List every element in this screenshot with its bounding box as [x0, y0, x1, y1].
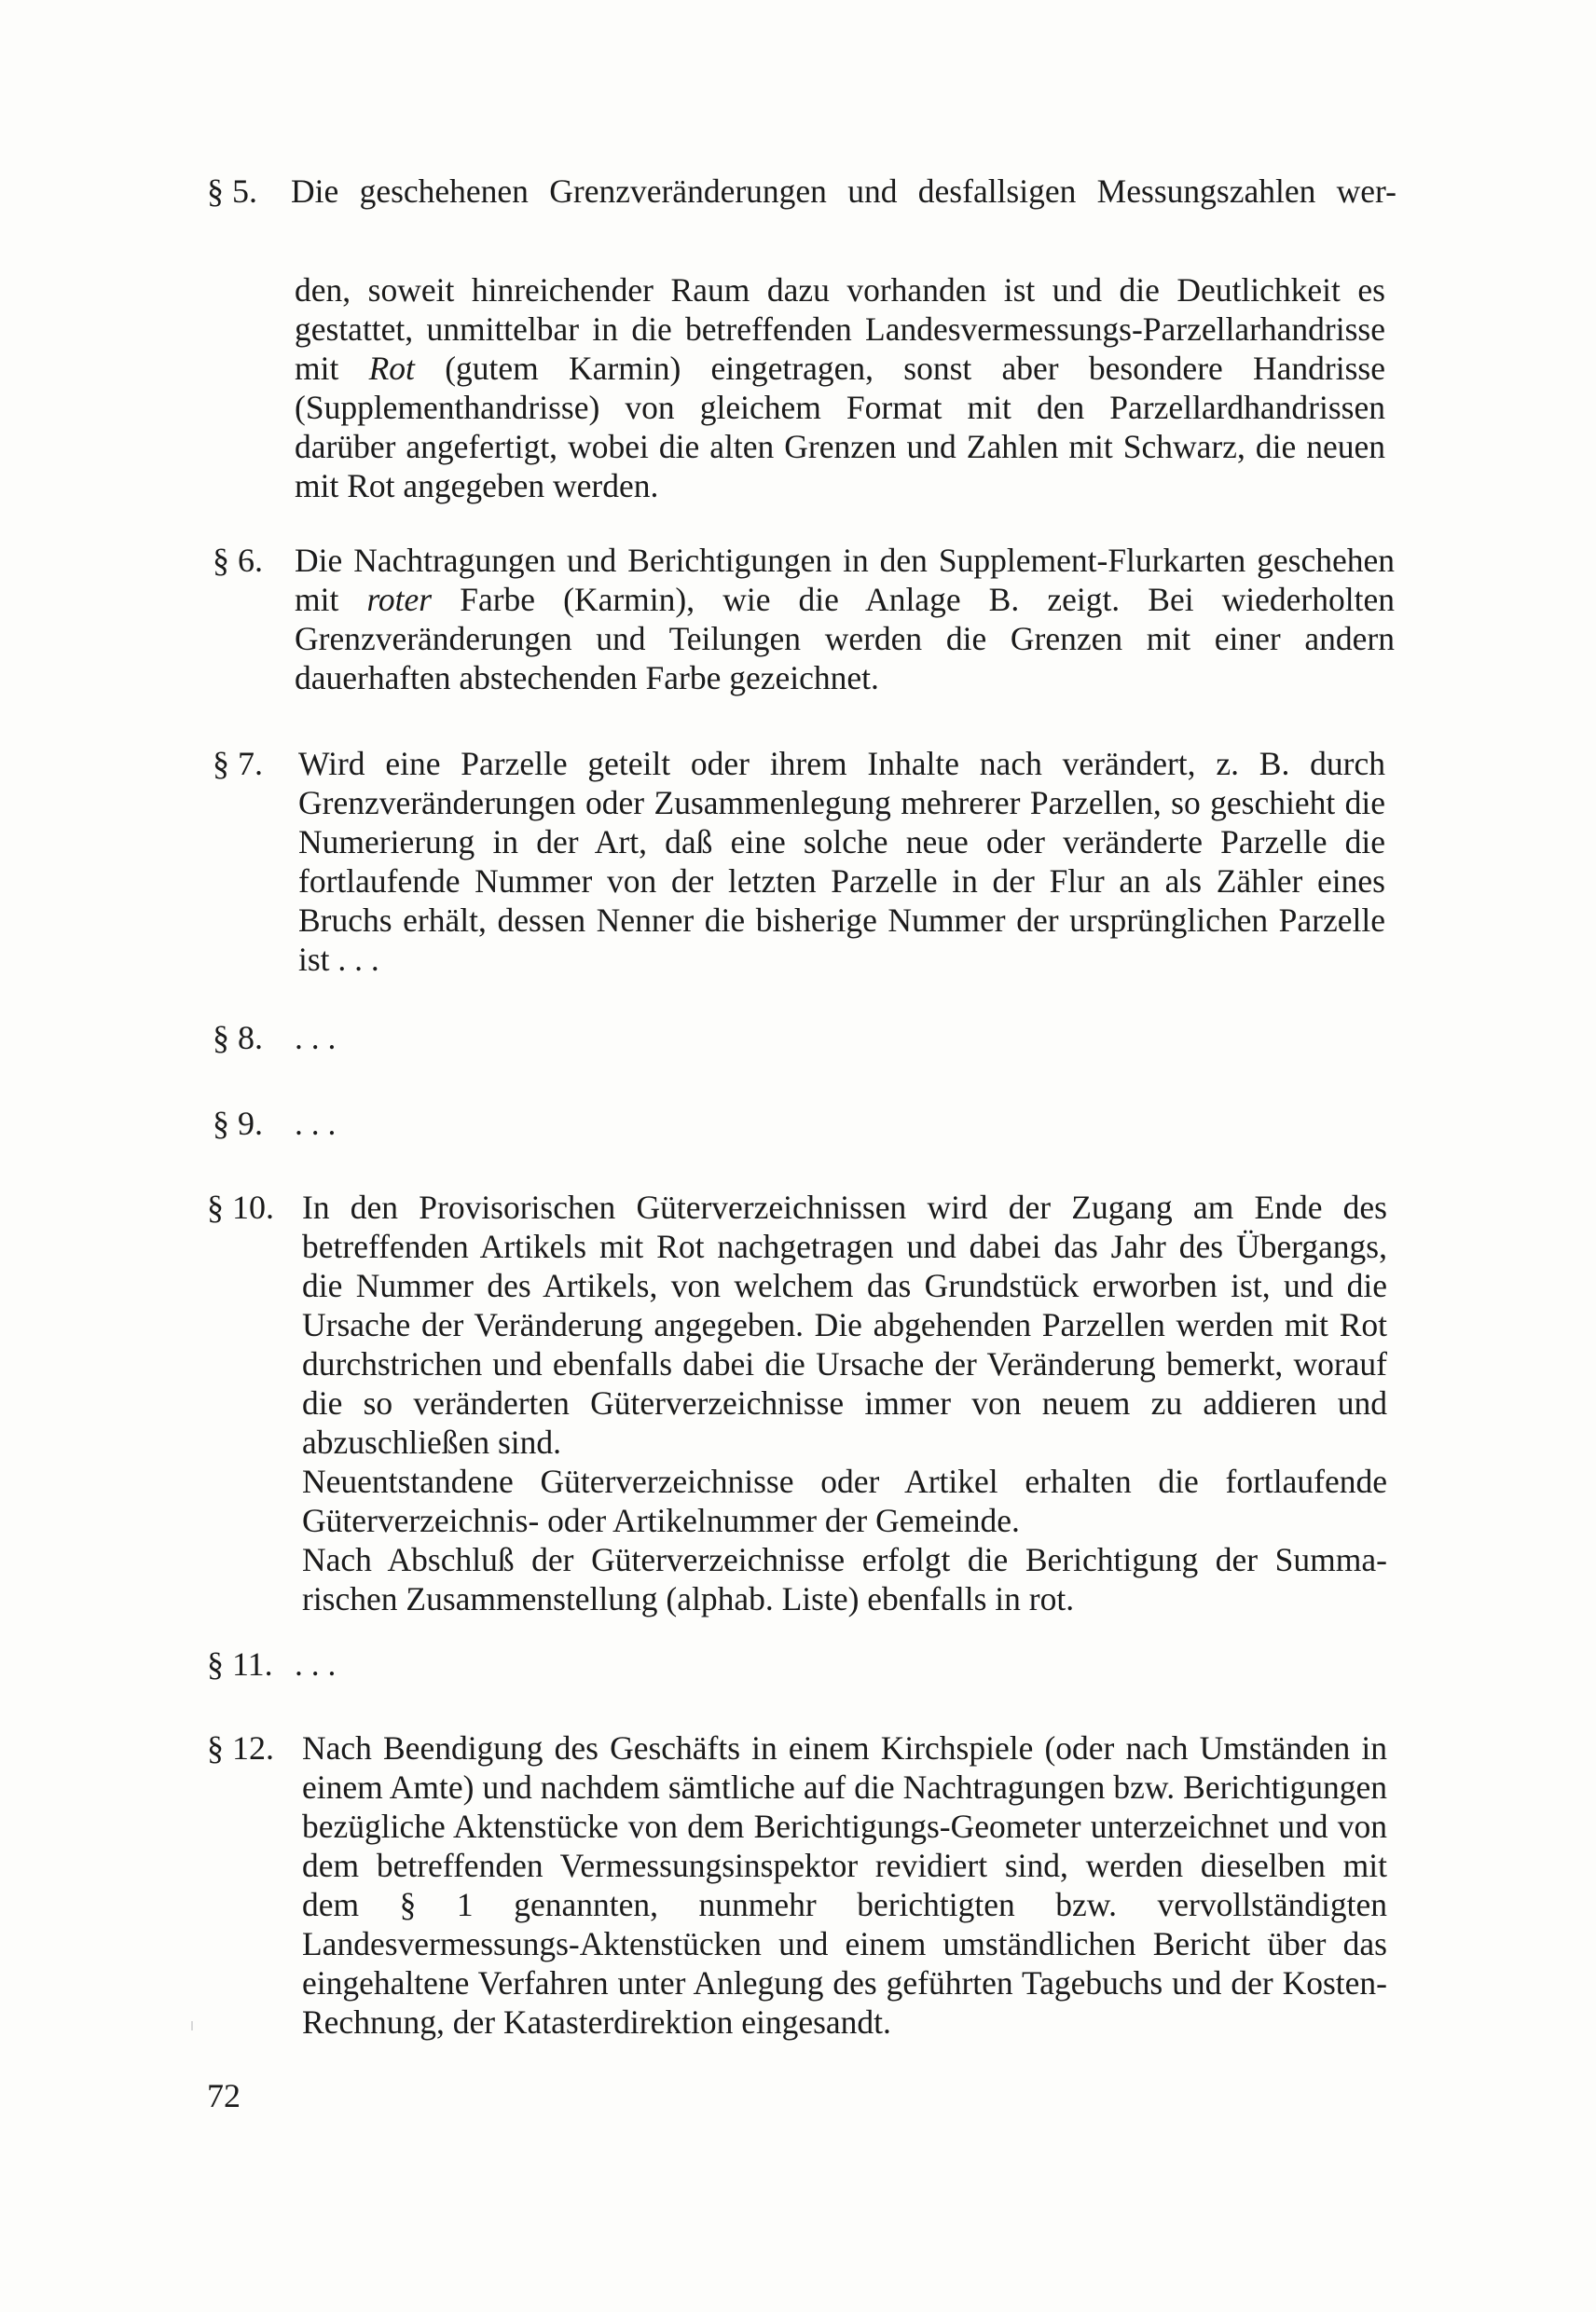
section-first-line: Die geschehenen Grenzveränderungen und desfallsigen Messungszahlen wer-	[291, 172, 1396, 210]
paragraph: den, soweit hinreichender Raum dazu vorhanden ist und die Deutlichkeit es gestattet, unmittelbar in die betreffenden Landesvermessungs-Parzellarhandrisse mit Rot (gutem Karmin) eingetragen, sonst aber besondere Handrisse (Supplementhandrisse) von gleichem Format mit den Parzellardhandrissen darüber angefertigt, wobei die alten Grenzen und Zahlen mit Schwarz, die neuen mit Rot angegeben werden.	[295, 271, 1385, 504]
section-label: § 10.	[207, 1189, 274, 1226]
paragraph: . . .	[295, 1645, 337, 1683]
paragraph: Die Nachtragungen und Berichtigungen in den Supplement-Flurkarten geschehen mit roter Farbe (Karmin), wie die Anlage B. zeigt. Bei wiederholten Grenzveränderungen und Teilungen werden die Grenzen mit einer andern dauerhaften abstechenden Farbe gezeichnet.	[295, 542, 1395, 696]
section-label: § 11.	[207, 1645, 273, 1683]
paragraph: Wird eine Parzelle geteilt oder ihrem Inhalte nach verändert, z. B. durch Grenzveränderungen oder Zusammenlegung mehrerer Parzellen, so geschieht die Numerierung in der Art, daß eine solche neue oder veränderte Parzelle die fortlaufende Nummer von der letzten Parzelle in der Flur an als Zähler eines Bruchs erhält, dessen Nenner die bisherige Nummer der ursprünglichen Parzelle ist . . .	[298, 745, 1385, 978]
emphasis: roter	[366, 581, 433, 618]
section-label: § 9.	[213, 1105, 263, 1142]
emphasis: Rot	[368, 350, 415, 387]
section-label: § 8.	[213, 1019, 263, 1056]
page-number: 72	[207, 2077, 241, 2114]
margin-mark	[191, 2021, 193, 2030]
paragraph: . . .	[295, 1019, 337, 1056]
paragraph: Nach Beendigung des Geschäfts in einem Kirchspiele (oder nach Umständen in einem Amte) und nachdem sämtliche auf die Nachtragungen bzw. Berichtigungen bezügliche Aktenstücke von dem Berichtigungs-Geometer unterzeichnet und von dem betreffenden Vermessungsinspektor revidiert sind, werden dieselben mit dem § 1 genannten, nunmehr berichtigten bzw. vervollständigten Landesvermessungs-Aktenstücken und einem umständlichen Bericht über das eingehaltene Verfahren unter Anlegung des geführten Tagebuchs und der Kosten-Rechnung, der Katasterdirektion eingesandt.	[302, 1729, 1387, 2041]
section-label: § 7.	[213, 745, 263, 782]
section-label: § 6.	[213, 542, 263, 579]
paragraph: In den Provisorischen Güterverzeichnissen wird der Zugang am Ende des betreffenden Artikels mit Rot nachgetragen und dabei das Jahr des Übergangs, die Nummer des Artikels, von welchem das Grundstück erworben ist, und die Ursache der Veränderung angegeben. Die abgehenden Parzellen werden mit Rot durchstrichen und ebenfalls dabei die Ursache der Veränderung bemerkt, worauf die so veränderten Güterverzeichnisse immer von neuem zu addieren und abzuschließen sind. Neuentstandene Güterverzeichnisse oder Artikel erhalten die fortlaufende Güterverzeichnis- oder Artikelnummer der Gemeinde. Nach Abschluß der Güterverzeichnisse erfolgt die Berichtigung der Summarischen Zusammenstellung (alphab. Liste) ebenfalls in rot.	[302, 1189, 1387, 1617]
section-label: § 5.	[207, 172, 257, 210]
section-label: § 12.	[207, 1729, 274, 1767]
paragraph: . . .	[295, 1105, 337, 1142]
